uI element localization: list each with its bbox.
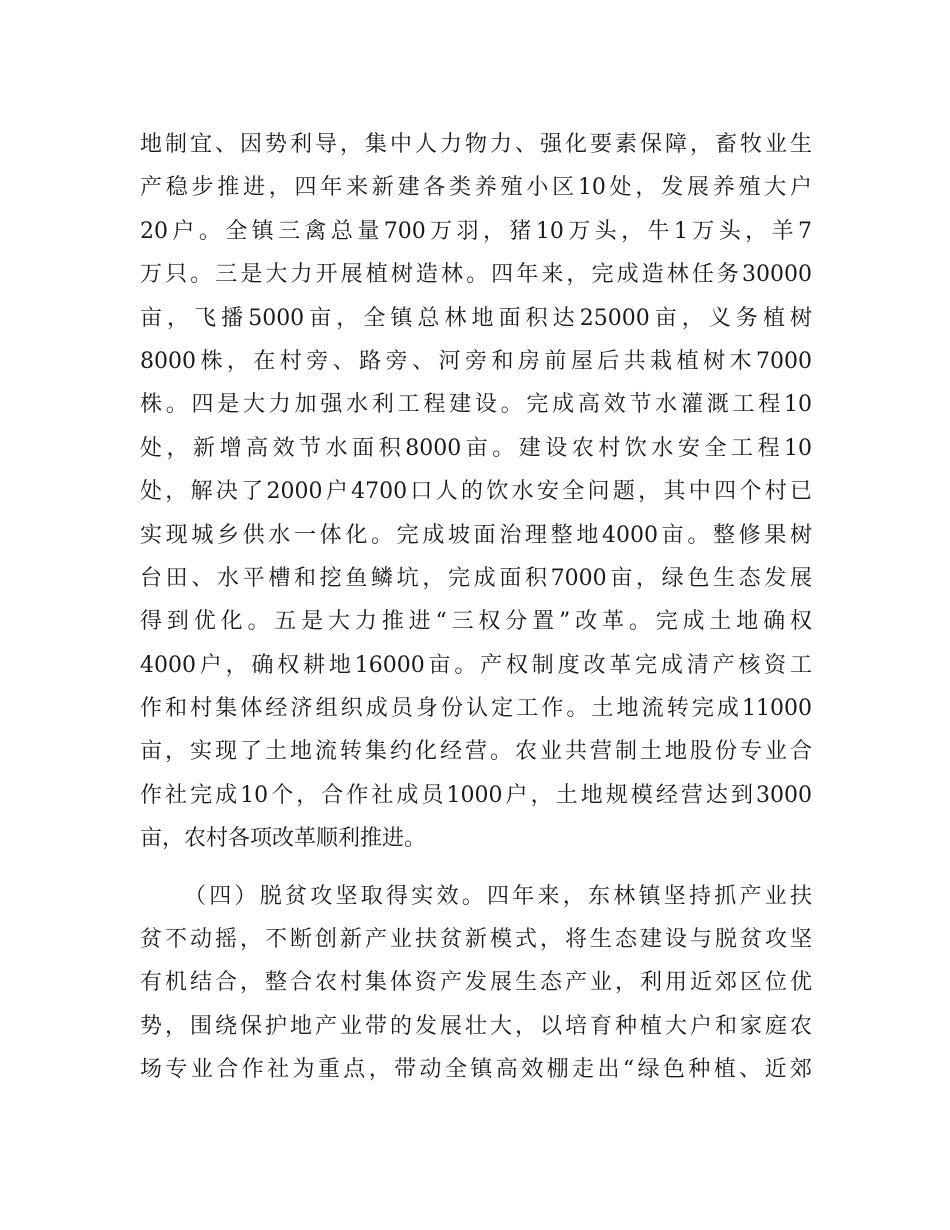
text-line: 亩，农村各项改革顺利推进。 [140, 826, 427, 852]
text-line: 实现城乡供水一体化。完成坡面治理整地4000亩。整修果树 [140, 522, 812, 548]
document-body [140, 123, 812, 1092]
text-line: 处，解决了2000户4700口人的饮水安全问题，其中四个村已 [140, 479, 812, 505]
paragraph-2 [140, 875, 812, 1092]
text-line: 株。四是大力加强水利工程建设。完成高效节水灌溉工程10 [140, 392, 812, 418]
text-line: 地制宜、因势利导，集中人力物力、强化要素保障，畜牧业生 [140, 132, 812, 157]
text-line: 作社完成10个，合作社成员1000户，土地规模经营达到3000 [140, 782, 812, 808]
text-line: 万只。三是大力开展植树造林。四年来，完成造林任务30000 [140, 262, 812, 288]
text-line: 20户。全镇三禽总量700万羽，猪10万头，牛1万头，羊7 [140, 218, 812, 244]
text-line: 8000株，在村旁、路旁、河旁和房前屋后共栽植树木7000 [140, 348, 812, 374]
paragraph-1 [140, 123, 812, 861]
text-line: 场专业合作社为重点，带动全镇高效棚走出“绿色种植、近郊 [140, 1057, 812, 1083]
text-line: 产稳步推进，四年来新建各类养殖小区10处，发展养殖大户 [140, 175, 812, 201]
text-line: 作和村集体经济组织成员身份认定工作。土地流转完成11000 [140, 696, 812, 722]
text-line: 势，围绕保护地产业带的发展壮大，以培育种植大户和家庭农 [140, 1013, 812, 1039]
paragraph-spacer [140, 861, 812, 875]
text-line: 有机结合，整合农村集体资产发展生态产业，利用近郊区位优 [140, 970, 812, 996]
text-line: 处，新增高效节水面积8000亩。建设农村饮水安全工程10 [140, 435, 812, 461]
text-line: 台田、水平槽和挖鱼鳞坑，完成面积7000亩，绿色生态发展 [140, 565, 812, 591]
text-line: 4000户，确权耕地16000亩。产权制度改革完成清产核资工 [140, 652, 812, 678]
text-line: 亩，实现了土地流转集约化经营。农业共营制土地股份专业合 [140, 739, 812, 765]
text-line: 贫不动摇，不断创新产业扶贫新模式，将生态建设与脱贫攻坚 [140, 927, 812, 953]
section-heading-line: （四）脱贫攻坚取得实效。四年来，东林镇坚持抓产业扶 [184, 883, 812, 909]
text-line: 得到优化。五是大力推进“三权分置”改革。完成土地确权 [140, 609, 812, 635]
text-line: 亩，飞播5000亩，全镇总林地面积达25000亩，义务植树 [140, 305, 812, 331]
